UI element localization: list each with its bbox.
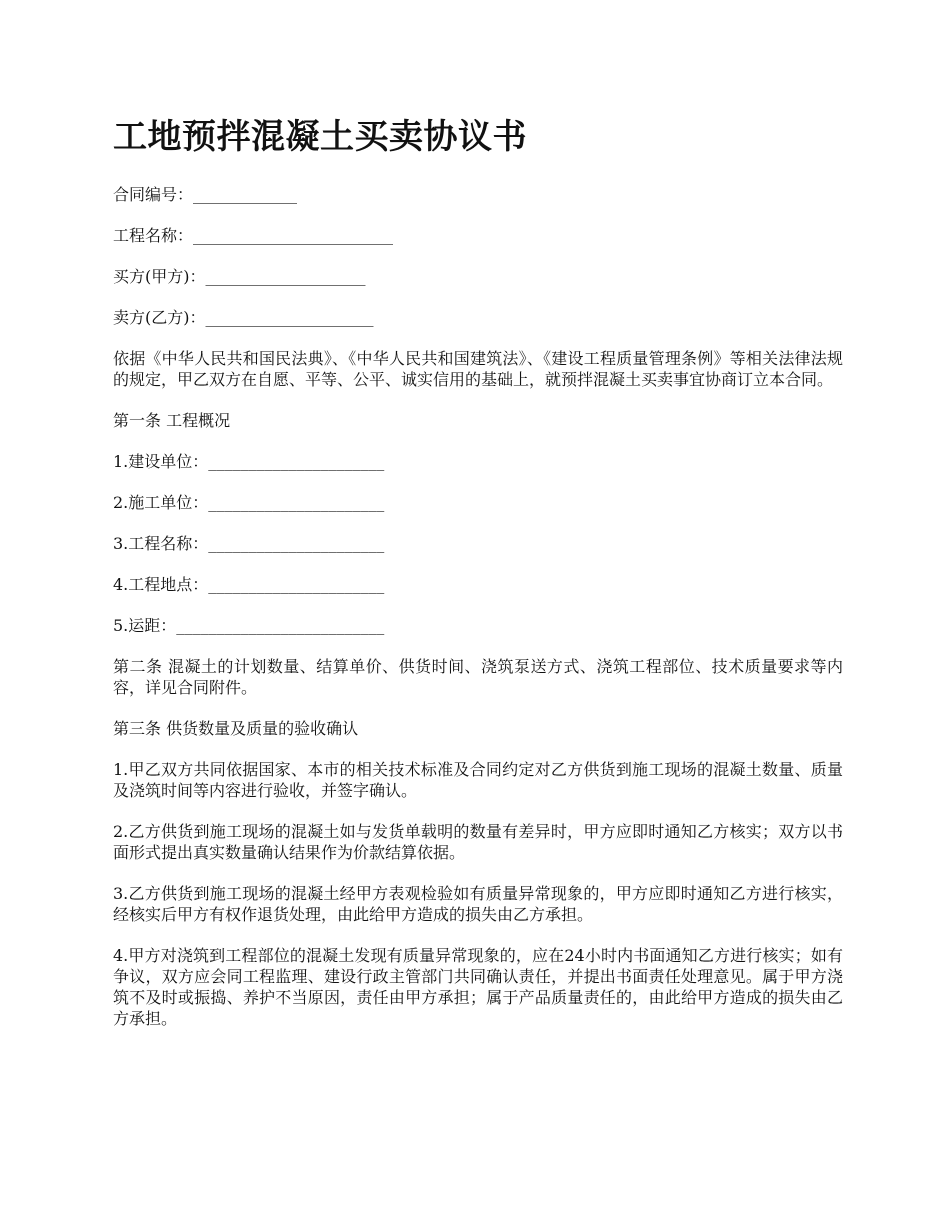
document-title: 工地预拌混凝土买卖协议书 xyxy=(113,117,527,157)
intro-paragraph: 依据《中华人民共和国民法典》、《中华人民共和国建筑法》、《建设工程质量管理条例》等相关法律法规的规定，甲乙双方在自愿、平等、公平、诚实信用的基础上，就预拌混凝土买卖事宜协商订立本合同。 xyxy=(113,349,843,389)
project-location-field: 4.工程地点：______________________ xyxy=(113,575,385,594)
article-3-item-1: 1.甲乙双方共同依据国家、本市的相关技术标准及合同约定对乙方供货到施工现场的混凝土数量、质量及浇筑时间等内容进行验收，并签字确认。 xyxy=(113,760,843,800)
transport-distance-field: 5.运距：__________________________ xyxy=(113,616,385,635)
construction-unit-field: 1.建设单位：______________________ xyxy=(113,452,385,471)
article-3-item-2: 2.乙方供货到施工现场的混凝土如与发货单载明的数量有差异时，甲方应即时通知乙方核实；双方以书面形式提出真实数量确认结果作为价款结算依据。 xyxy=(113,822,843,862)
article-1-heading: 第一条 工程概况 xyxy=(113,411,231,430)
project-name-item-field: 3.工程名称：______________________ xyxy=(113,534,385,553)
article-3-heading: 第三条 供货数量及质量的验收确认 xyxy=(113,719,359,738)
document-page xyxy=(113,112,843,1049)
contract-number-field: 合同编号：_____________ xyxy=(113,185,298,204)
builder-unit-field: 2.施工单位：______________________ xyxy=(113,493,385,512)
article-2-paragraph: 第二条 混凝土的计划数量、结算单价、供货时间、浇筑泵送方式、浇筑工程部位、技术质量要求等内容，详见合同附件。 xyxy=(113,657,843,697)
article-3-item-3: 3.乙方供货到施工现场的混凝土经甲方表观检验如有质量异常现象的，甲方应即时通知乙方进行核实，经核实后甲方有权作退货处理，由此给甲方造成的损失由乙方承担。 xyxy=(113,884,843,924)
project-name-field: 工程名称：_________________________ xyxy=(113,226,394,245)
seller-field: 卖方(乙方)：_____________________ xyxy=(113,308,374,327)
article-3-item-4: 4.甲方对浇筑到工程部位的混凝土发现有质量异常现象的，应在24小时内书面通知乙方进行核实；如有争议，双方应会同工程监理、建设行政主管部门共同确认责任，并提出书面责任处理意见。属于甲方浇筑不及时或振捣、养护不当原因，责任由甲方承担；属于产品质量责任的，由此给甲方造成的损失由乙方承担。 xyxy=(113,946,843,1028)
buyer-field: 买方(甲方)：____________________ xyxy=(113,267,366,286)
